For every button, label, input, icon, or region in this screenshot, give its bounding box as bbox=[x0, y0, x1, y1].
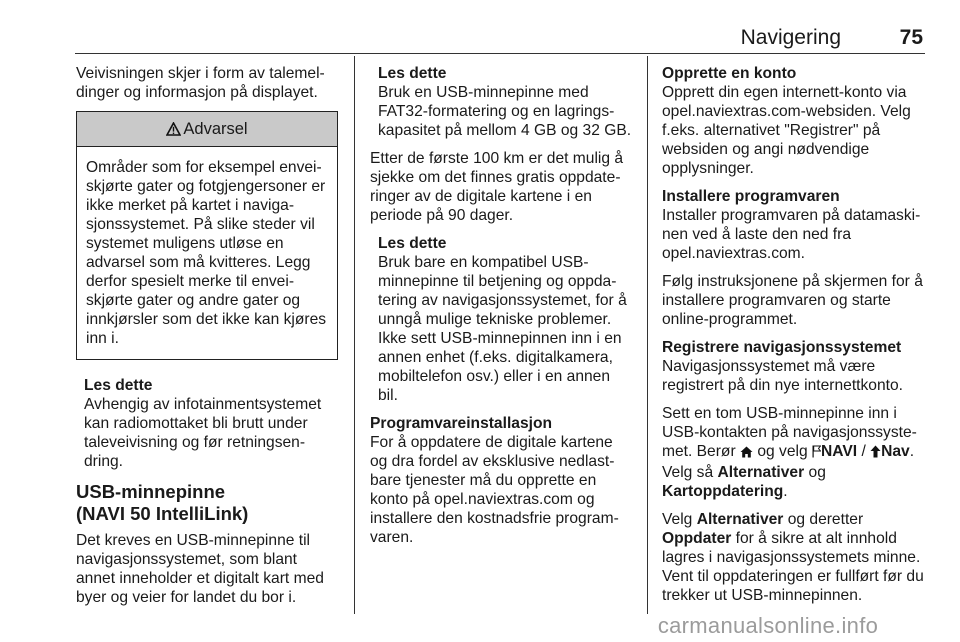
update-paragraph bbox=[662, 510, 928, 605]
text-run: og bbox=[808, 464, 826, 481]
text-run: for å sikre at alt innhold lagres i navigasjonssystemets minne. Vent til oppdateringen er fullført før du trekker ut USB-minnepinnen. bbox=[662, 530, 924, 604]
column-1 bbox=[76, 64, 338, 616]
column-2 bbox=[370, 64, 634, 556]
follow-instructions-paragraph: Følg instruksjonene på skjermen for å installere programvaren og starte online-programmet. bbox=[662, 273, 923, 328]
note-body: Bruk bare en kompatibel USB-minnepinne til betjening og oppdatering av navigasjonssystemet, for å unngå mulige tekniske problemer. Ikke sett USB-minnepinnen inn i en annen enhet (f.eks. digitalkamera, mobiltelefon osv.) eller i en annen bil. bbox=[378, 254, 627, 404]
update-label: Oppdater bbox=[662, 530, 732, 547]
note-block bbox=[84, 376, 338, 471]
text-run: Velg bbox=[662, 511, 693, 528]
intro-paragraph: Veivisningen skjer i form av talemeldinger og informasjon på displayet. bbox=[76, 65, 325, 101]
alternatives-label: Alternativer bbox=[717, 464, 805, 481]
register-system-heading: Registrere navigasjonssystemet bbox=[662, 339, 902, 356]
navi-label: NAVI bbox=[820, 443, 858, 460]
text-run: Velg så bbox=[662, 464, 714, 481]
software-install-paragraph: For å oppdatere de digitale kartene og dra fordel av eksklusive nedlastbare tjenester må du opprette en konto på opel.naviextras.com og installere den kostnadsfrie programvaren. bbox=[370, 434, 619, 546]
create-account-paragraph: Opprett din egen internett-konto via opel.naviextras.com-websiden. Velg f.eks. alternativet "Registrer" på websiden og angi nødvendige opplysninger. bbox=[662, 84, 911, 177]
map-update-label: Kartoppdatering bbox=[662, 483, 784, 500]
home-icon bbox=[740, 444, 753, 463]
register-system-paragraph: Navigasjonssystemet må være registrert på din nye internettkonto. bbox=[662, 358, 903, 394]
install-software-heading: Installere programvaren bbox=[662, 188, 840, 205]
flag-icon bbox=[812, 444, 821, 463]
create-account-heading: Opprette en konto bbox=[662, 65, 797, 82]
text-run: og deretter bbox=[787, 511, 864, 528]
section-heading-line-2: (NAVI 50 IntelliLink) bbox=[76, 503, 249, 524]
usb-insert-paragraph bbox=[662, 404, 928, 501]
note-body: Bruk en USB-minnepinne med FAT32-formatering og en lagringskapasitet på mellom 4 GB og 32 GB. bbox=[378, 84, 632, 139]
watermark: carmanualsonline.info bbox=[657, 613, 879, 638]
note-heading: Les dette bbox=[84, 377, 153, 394]
warning-header bbox=[77, 112, 337, 147]
column-divider-2 bbox=[647, 56, 648, 614]
page-header bbox=[75, 26, 925, 50]
header-divider bbox=[75, 53, 925, 54]
page-title: Navigering bbox=[740, 26, 841, 49]
note-block-compatible bbox=[378, 234, 634, 405]
section-paragraph: Det kreves en USB-minnepinne til navigasjonssystemet, som blant annet inneholder et digitalt kart med byer og veier for landet du bor i. bbox=[76, 532, 324, 606]
warning-triangle-icon bbox=[166, 114, 181, 148]
text-run: / bbox=[861, 443, 866, 460]
navigation-arrow-icon bbox=[870, 444, 881, 463]
text-run: . bbox=[909, 443, 915, 460]
note-block-fat32 bbox=[378, 64, 634, 140]
section-heading bbox=[76, 481, 338, 525]
text-run: . bbox=[783, 483, 788, 500]
column-3 bbox=[662, 64, 928, 614]
note-heading: Les dette bbox=[378, 65, 447, 82]
text-run: og velg bbox=[757, 443, 808, 460]
column-divider-1 bbox=[354, 56, 355, 614]
page-number: 75 bbox=[899, 26, 923, 49]
nav-label: Nav bbox=[881, 443, 910, 460]
text-run: Sett en tom USB-minnepinne inn i USB-kontakten på navigasjonssystemet. Berør bbox=[662, 405, 917, 460]
software-install-heading: Programvareinstallasjon bbox=[370, 415, 553, 432]
warning-heading: Advarsel bbox=[183, 120, 248, 138]
section-heading-line-1: USB-minnepinne bbox=[76, 481, 226, 502]
warning-body: Områder som for eksempel enveiskjørte gater og fotgjengersoner er ikke merket på kartet i navigasjonssystemet. På slike steder vil systemet muligens utløse en advarsel som må kvitteres. Legg derfor spesielt merke til enveiskjørte gater og andre gater og innkjørsler som det ikke kan kjøres inn i. bbox=[86, 159, 327, 347]
install-software-paragraph: Installer programvaren på datamaskinen ved å laste den ned fra opel.naviextras.com. bbox=[662, 207, 921, 262]
updates-paragraph: Etter de første 100 km er det mulig å sjekke om det finnes gratis oppdateringer av de digitale kartene i en periode på 90 dager. bbox=[370, 150, 624, 224]
warning-box bbox=[76, 111, 338, 360]
note-body: Avhengig av infotainmentsystemet kan radiomottaket bli brutt under taleveivisning og før retningsendring. bbox=[84, 396, 322, 470]
note-heading: Les dette bbox=[378, 235, 447, 252]
alternatives-label: Alternativer bbox=[696, 511, 784, 528]
